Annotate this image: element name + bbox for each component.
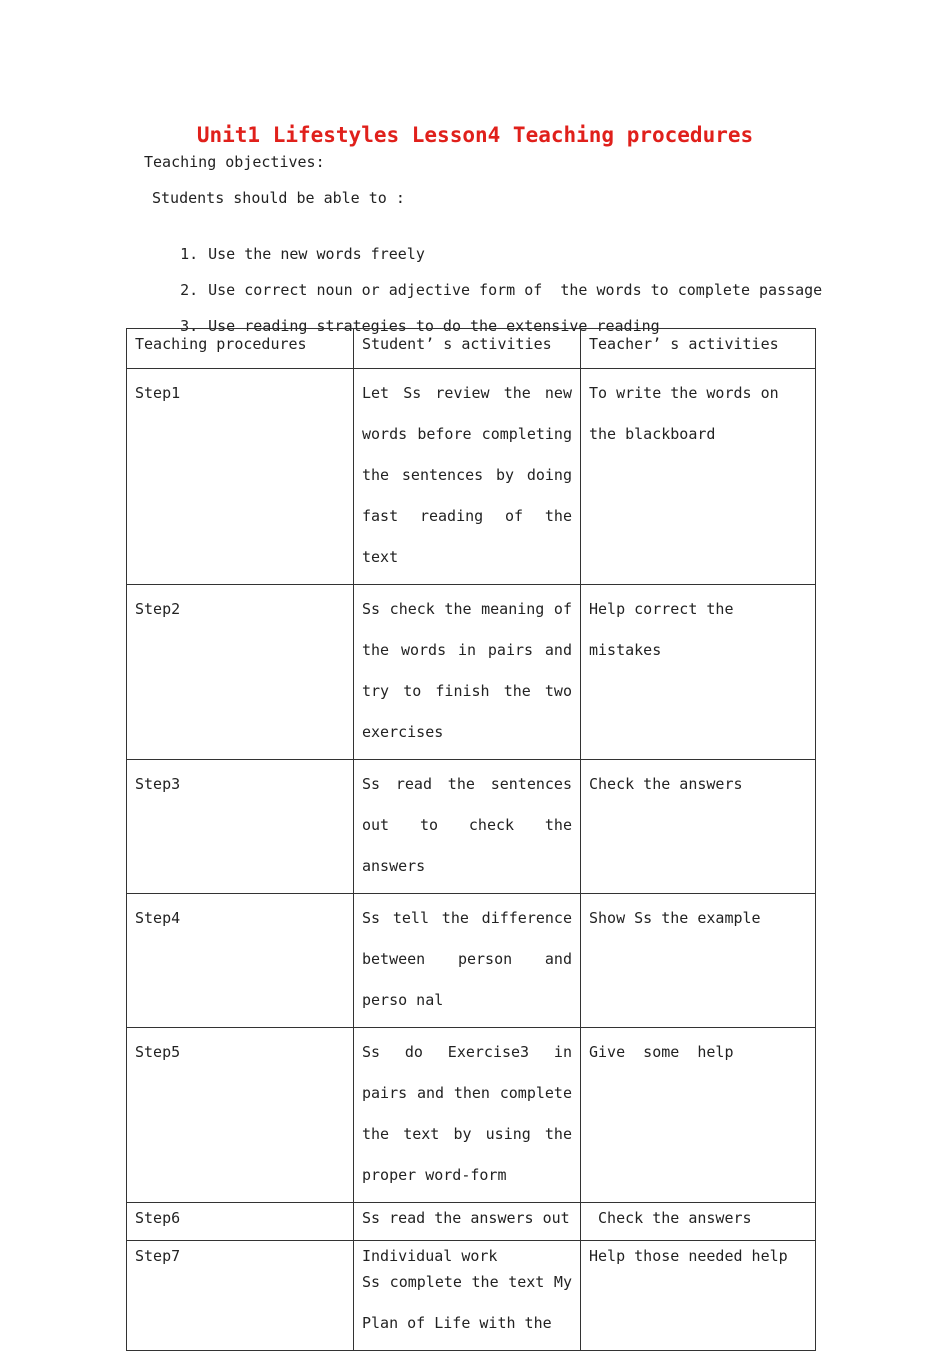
page-title: Unit1 Lifestyles Lesson4 Teaching procedures bbox=[196, 123, 754, 147]
table-row bbox=[127, 760, 816, 894]
student-activity-line: Ss complete the text My Plan of Life with the bbox=[362, 1273, 572, 1332]
teacher-activity-cell: Show Ss the example bbox=[581, 894, 816, 1028]
teacher-activity-cell: To write the words on the blackboard bbox=[581, 369, 816, 585]
student-activity-cell: Ss read the answers out bbox=[354, 1203, 581, 1241]
student-activity-cell: Ss do Exercise3 in pairs and then complete the text by using the proper word-form bbox=[354, 1028, 581, 1203]
step-cell: Step5 bbox=[127, 1028, 354, 1203]
teacher-activity-cell: Help correct the mistakes bbox=[581, 585, 816, 760]
table-header-row bbox=[127, 329, 816, 369]
objective-text: Use reading strategies to do the extensive reading bbox=[208, 317, 660, 335]
step-cell: Step4 bbox=[127, 894, 354, 1028]
procedures-table bbox=[126, 328, 816, 1351]
table-row bbox=[127, 894, 816, 1028]
table-row bbox=[127, 1241, 816, 1351]
step-cell: Step7 bbox=[127, 1241, 354, 1351]
objective-text: Use correct noun or adjective form of the words to complete passage bbox=[208, 281, 823, 299]
teacher-activity-cell: Help those needed help bbox=[581, 1241, 816, 1351]
step-cell: Step1 bbox=[127, 369, 354, 585]
objective-number: 1. bbox=[180, 245, 199, 263]
table-header-cell: Teacher’ s activities bbox=[581, 329, 816, 369]
table-row bbox=[127, 369, 816, 585]
objective-number: 2. bbox=[180, 281, 199, 299]
step-cell: Step6 bbox=[127, 1203, 354, 1241]
student-activity-cell: Let Ss review the new words before completing the sentences by doing fast reading of the text bbox=[354, 369, 581, 585]
objective-text: Use the new words freely bbox=[208, 245, 425, 263]
table-row bbox=[127, 1203, 816, 1241]
step-cell: Step3 bbox=[127, 760, 354, 894]
student-activity-cell: Ss read the sentences out to check the answers bbox=[354, 760, 581, 894]
student-activity-line: Individual work bbox=[362, 1247, 498, 1265]
table-header-cell: Student’ s activities bbox=[354, 329, 581, 369]
table-header-cell: Teaching procedures bbox=[127, 329, 354, 369]
teacher-activity-cell: Check the answers bbox=[581, 760, 816, 894]
table-row bbox=[127, 1028, 816, 1203]
objectives-intro: Students should be able to : bbox=[152, 189, 405, 207]
objective-number: 3. bbox=[180, 317, 199, 335]
teacher-activity-cell: Check the answers bbox=[581, 1203, 816, 1241]
student-activity-cell: Ss tell the difference between person and perso nal bbox=[354, 894, 581, 1028]
step-cell: Step2 bbox=[127, 585, 354, 760]
student-activity-cell bbox=[354, 1241, 581, 1351]
objectives-heading: Teaching objectives: bbox=[144, 153, 325, 171]
student-activity-cell: Ss check the meaning of the words in pairs and try to finish the two exercises bbox=[354, 585, 581, 760]
teacher-activity-cell: Give some help bbox=[581, 1028, 816, 1203]
table-row bbox=[127, 585, 816, 760]
